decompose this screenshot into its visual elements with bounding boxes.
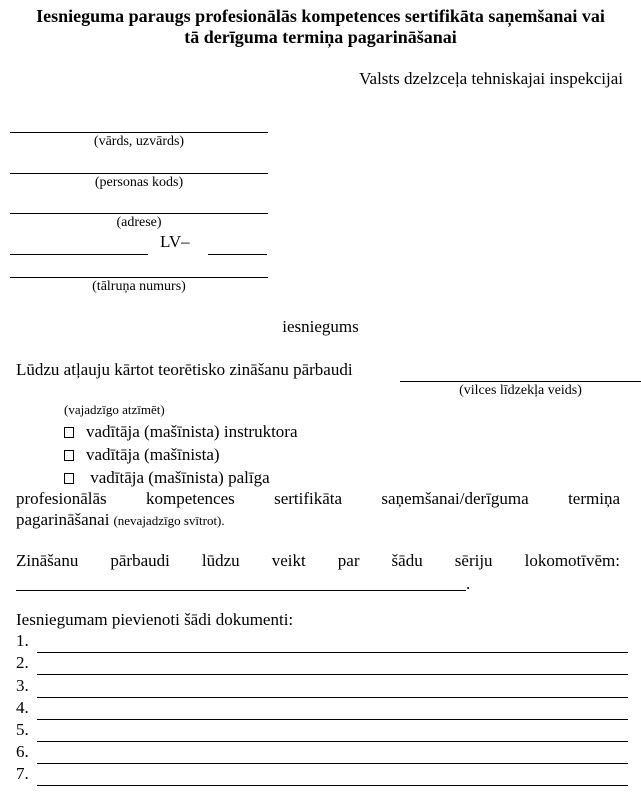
attachment-underline[interactable] xyxy=(37,697,628,698)
city-underline[interactable] xyxy=(10,254,148,255)
attachment-number: 7. xyxy=(16,764,29,783)
attachment-underline[interactable] xyxy=(37,741,628,742)
purpose-line-2 xyxy=(16,510,225,530)
attachment-underline[interactable] xyxy=(37,719,628,720)
checkbox-icon[interactable] xyxy=(64,473,74,484)
checkbox-icon[interactable] xyxy=(64,450,74,461)
attachment-underline[interactable] xyxy=(37,763,628,764)
option-instructor[interactable] xyxy=(64,422,298,442)
document-title-line-1: Iesnieguma paraugs profesionālās kompetences sertifikāta saņemšanai vai xyxy=(36,6,605,26)
option-label: vadītāja (mašīnista) instruktora xyxy=(86,422,298,441)
checkbox-icon[interactable] xyxy=(64,427,74,438)
postal-prefix: LV– xyxy=(160,232,190,251)
address-underline[interactable] xyxy=(10,213,268,214)
addressee: Valsts dzelzceļa tehniskajai inspekcijai xyxy=(359,69,623,88)
purpose-text: pagarināšanai xyxy=(16,510,110,529)
attachment-number: 1. xyxy=(16,631,29,650)
document-title-line-2: tā derīguma termiņa pagarināšanai xyxy=(184,27,457,47)
phone-caption: (tālruņa numurs) xyxy=(92,279,186,294)
attachment-underline[interactable] xyxy=(37,674,628,675)
locomotives-text: Zināšanu pārbaudi lūdzu veikt par šādu sēriju lokomotīvēm: xyxy=(16,551,620,570)
attachment-number: 6. xyxy=(16,742,29,761)
request-text: Lūdzu atļauju kārtot teorētisko zināšanu pārbaudi xyxy=(16,360,353,379)
attachment-number: 3. xyxy=(16,676,29,695)
personal-code-caption: (personas kods) xyxy=(94,175,184,190)
attachment-number: 2. xyxy=(16,653,29,672)
purpose-line-1: profesionālās kompetences sertifikāta saņemšanai/derīguma termiņa xyxy=(16,489,620,508)
traction-type-underline[interactable] xyxy=(400,381,641,382)
attachment-number: 5. xyxy=(16,720,29,739)
attachments-heading: Iesniegumam pievienoti šādi dokumenti: xyxy=(16,610,294,629)
attachment-number: 4. xyxy=(16,698,29,717)
purpose-note: (nevajadzīgo svītrot). xyxy=(113,513,225,528)
application-heading: iesniegums xyxy=(282,317,359,336)
personal-code-underline[interactable] xyxy=(10,173,268,174)
locomotives-underline[interactable] xyxy=(16,590,466,591)
options-note: (vajadzīgo atzīmēt) xyxy=(64,402,165,417)
attachment-underline[interactable] xyxy=(37,652,628,653)
traction-type-caption: (vilces līdzekļa veids) xyxy=(459,383,582,398)
option-assistant[interactable] xyxy=(64,468,270,488)
name-caption: (vārds, uzvārds) xyxy=(93,134,185,149)
attachment-underline[interactable] xyxy=(37,785,628,786)
option-label: vadītāja (mašīnista) xyxy=(86,445,220,464)
option-driver[interactable] xyxy=(64,445,220,465)
postal-code-underline[interactable] xyxy=(208,254,267,255)
option-label: vadītāja (mašīnista) palīga xyxy=(86,468,270,487)
phone-underline[interactable] xyxy=(10,277,268,278)
locomotives-end: . xyxy=(466,574,471,593)
address-caption: (adrese) xyxy=(116,215,162,230)
name-underline[interactable] xyxy=(10,132,268,133)
